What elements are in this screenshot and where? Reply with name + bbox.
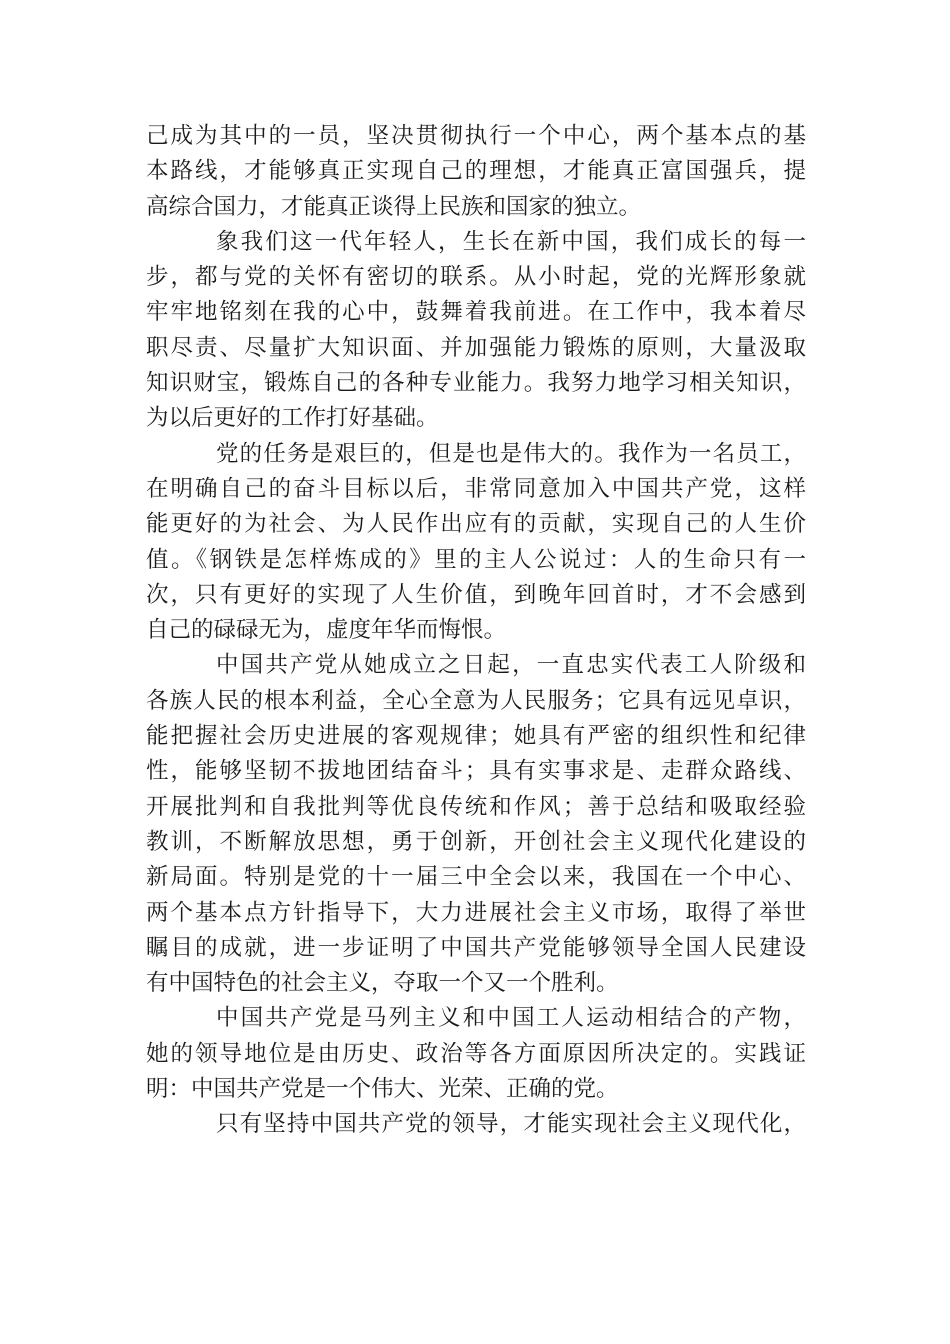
- text-line: 次，只有更好的实现了人生价值，到晚年回首时，才不会感到: [146, 581, 806, 608]
- text-line: 只有坚持中国共产党的领导，才能实现社会主义现代化，: [216, 1111, 806, 1138]
- text-line: 瞩目的成就，进一步证明了中国共产党能够领导全国人民建设: [146, 934, 806, 961]
- text-line: 开展批判和自我批判等优良传统和作风；善于总结和吸取经验: [146, 793, 806, 820]
- text-line: 值。《钢铁是怎样炼成的》里的主人公说过：人的生命只有一: [146, 546, 806, 573]
- text-line: 性，能够坚韧不拔地团结奋斗；具有实事求是、走群众路线、: [146, 758, 806, 785]
- text-line: 高综合国力，才能真正谈得上民族和国家的独立。: [146, 193, 642, 220]
- text-line: 明：中国共产党是一个伟大、光荣、正确的党。: [146, 1076, 619, 1103]
- text-line: 步，都与党的关怀有密切的联系。从小时起，党的光辉形象就: [146, 264, 806, 291]
- text-line: 象我们这一代年轻人，生长在新中国，我们成长的每一: [216, 228, 806, 255]
- paragraph-1: [146, 119, 806, 225]
- paragraph-3: [146, 437, 806, 649]
- text-line: 为以后更好的工作打好基础。: [146, 405, 439, 432]
- paragraph-5: [146, 1001, 806, 1107]
- text-line: 中国共产党是马列主义和中国工人运动相结合的产物，: [216, 1005, 806, 1032]
- text-line: 有中国特色的社会主义，夺取一个又一个胜利。: [146, 970, 619, 997]
- text-line: 己成为其中的一员，坚决贯彻执行一个中心，两个基本点的基: [146, 123, 806, 149]
- text-line: 中国共产党从她成立之日起，一直忠实代表工人阶级和: [216, 652, 806, 679]
- text-line: 本路线，才能够真正实现自己的理想，才能真正富国强兵，提: [146, 158, 806, 185]
- text-line: 能把握社会历史进展的客观规律；她具有严密的组织性和纪律: [146, 723, 806, 750]
- text-line: 自己的碌碌无为，虚度年华而悔恨。: [146, 617, 507, 644]
- paragraph-6: [146, 1107, 806, 1142]
- text-line: 各族人民的根本利益，全心全意为人民服务；它具有远见卓识，: [146, 687, 806, 714]
- text-line: 能更好的为社会、为人民作出应有的贡献，实现自己的人生价: [146, 511, 806, 538]
- text-line: 教训，不断解放思想，勇于创新，开创社会主义现代化建设的: [146, 828, 806, 855]
- paragraph-4: [146, 648, 806, 1001]
- text-line: 知识财宝，锻炼自己的各种专业能力。我努力地学习相关知识，: [146, 370, 806, 397]
- document-body: [146, 119, 806, 1143]
- text-line: 两个基本点方针指导下，大力进展社会主义市场，取得了举世: [146, 899, 806, 926]
- paragraph-2: [146, 225, 806, 437]
- text-line: 新局面。特别是党的十一届三中全会以来，我国在一个中心、: [146, 864, 806, 891]
- text-line: 在明确自己的奋斗目标以后，非常同意加入中国共产党，这样: [146, 475, 806, 502]
- text-line: 牢牢地铭刻在我的心中，鼓舞着我前进。在工作中，我本着尽: [146, 299, 806, 326]
- text-line: 她的领导地位是由历史、政治等各方面原因所决定的。实践证: [146, 1040, 806, 1067]
- text-line: 职尽责、尽量扩大知识面、并加强能力锻炼的原则，大量汲取: [146, 334, 806, 361]
- text-line: 党的任务是艰巨的，但是也是伟大的。我作为一名员工，: [216, 440, 806, 467]
